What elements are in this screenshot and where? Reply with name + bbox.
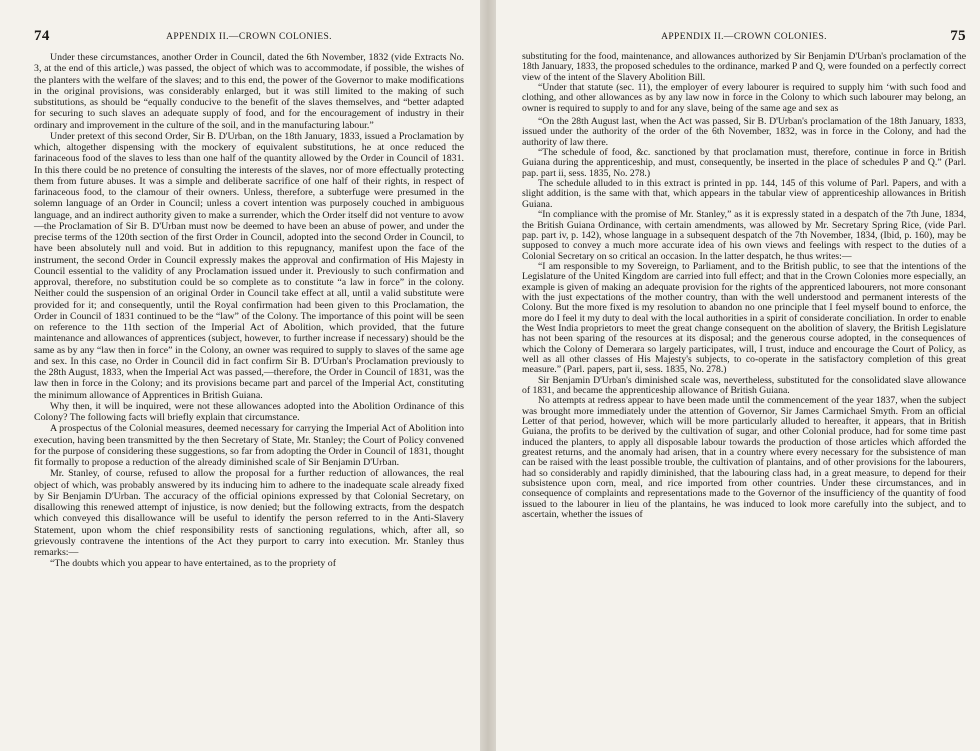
paragraph: Under these circumstances, another Order in Council, dated the 6th November, 1832 (vide Extracts No. 3, at the end of this article,) was passed, the object of which was to accommodate, if possible, the wishes of the planters with the welfare of the slaves; and to this end, the power of the Governor to make modifications in the original provisions, was considerably enlarged, but it was still limited to the making of such substitutions, as should be “equally conducive to the benefit of the slaves themselves, and “better adapted for securing to such slaves an adequate supply of food, and for the encouragement of industry in their ordinary and improvement in the culture of the soil, and in the manufacturing labour.”: [34, 52, 464, 131]
paragraph: “I am responsible to my Sovereign, to Parliament, and to the British public, to see that the intentions of the Legislature of the United Kingdom are carried into full effect; and that in the Crown Colonies more especially, an example is given of making an adequate provision for the rights of the apprenticed labourers, not more consonant with the just expectations of the mother country, than with the well understood and permanent interests of the Colony. But the more fixed is my resolution to abandon no one principle that I feel myself bound to enforce, the more do I feel it my duty to deal with the local authorities in a spirit of considerate conciliation. In order to enable the West India proprietors to meet the great change consequent on the abolition of slavery, the British Legislature has not been sparing of the resources at its disposal; and the generous course adopted, in the consequences of which the Colony of Demerara so largely participates, will, I trust, induce and encourage the Court of Policy, as well as all other classes of His Majesty's subjects, to co-operate in the satisfactory completion of this great measure.” (Parl. papers, part ii, sess. 1835, No. 278.): [522, 260, 966, 376]
paragraph: The schedule alluded to in this extract is printed in pp. 144, 145 of this volume of Parl. Papers, and with a slight addition, is the same with that, which appears in the tabular view of apprenticeship allowances in British Guiana.: [522, 178, 966, 210]
paragraph: No attempts at redress appear to have been made until the commencement of the year 1837, when the subject was brought more immediately under the attention of Governor, Sir James Carmichael Smyth. From an official Letter of that period, however, which will be more particularly alluded to hereafter, it appears, that in British Guiana, the profits to be derived by the cultivation of sugar, and other Colonial produce, had for some time past induced the planters, to apply all disposable labour towards the production of those articles which afforded the greatest returns, and the anomaly had arisen, that in a country where every necessary for the subsistence of man can be raised with the least possible trouble, the cultivation of plantains, and of other provisions for the labourers, had so considerably and rapidly diminished, that the labouring class had, in a great measure, to depend for their subsistence upon corn, meal, and rice imported from other countries. Under these circumstances, and in consequence of complaints and representations made to the Governor of the insufficiency of the quantity of food issued to the labourer in lieu of the plantains, he was induced to look more carefully into the subject, and to ascertain, whether the issues of: [522, 395, 966, 521]
paragraph: Mr. Stanley, of course, refused to allow the proposal for a further reduction of allowances, the real object of which, was probably answered by its inducing him to adhere to the inadequate scale already fixed by Sir Benjamin D'Urban. The accuracy of the official opinions expressed by that Colonial Secretary, on disallowing this renewed attempt of injustice, is now denied; but the following extracts, from the despatch which conveyed this disallowance will be useful to identify the person referred to in the Anti-Slavery Statement, upon whom the chief responsibility rests of sanctioning regulations, which, after all, so grievously contravene the intentions of the Act they purport to carry into execution. Mr. Stanley thus remarks:—: [34, 468, 464, 558]
right-page-number: 75: [950, 28, 966, 44]
left-page-header: [34, 30, 464, 52]
left-page-body: [34, 52, 464, 570]
right-page: [496, 0, 980, 751]
paragraph: “In compliance with the promise of Mr. Stanley,” as it is expressly stated in a despatch of the 7th June, 1834, the British Guiana Ordinance, with certain amendments, was allowed by Mr. Secretary Spring Rice, (vide Parl. pap. part iv, p. 142), whose language in a subsequent despatch of the 7th November, 1834, (Ibid, p. 160), may be supposed to convey a much more accurate idea of his own views and feelings with respect to the duties of a Colonial Secretary on so critical an occasion. In the latter despatch, he thus writes:—: [522, 209, 966, 262]
paragraph: A prospectus of the Colonial measures, deemed necessary for carrying the Imperial Act of Abolition into execution, having been transmitted by the then Secretary of State, Mr. Stanley; the Court of Policy convened for the purpose of considering these suggestions, so far from adopting the Order in Council of 1831, thought fit formally to propose a reduction of the already diminished scale of Sir Benjamin D'Urban.: [34, 423, 464, 468]
paragraph: Sir Benjamin D'Urban's diminished scale was, nevertheless, substituted for the consolidated slave allowance of 1831, and became the apprenticeship allowance of British Guiana.: [522, 374, 966, 396]
right-page-header: [522, 30, 966, 52]
paragraph: substituting for the food, maintenance, and allowances authorized by Sir Benjamin D'Urban's proclamation of the 18th January, 1833, the proposed schedules to the ordinance, marked P and Q, were founded on a perfectly correct view of the intent of the Slavery Abolition Bill.: [522, 51, 966, 83]
paragraph: Why then, it will be inquired, were not these allowances adopted into the Abolition Ordinance of this Colony? The following facts will briefly explain that circumstance.: [34, 400, 464, 423]
right-page-body: [522, 52, 966, 520]
left-running-head: APPENDIX II.—CROWN COLONIES.: [166, 32, 332, 42]
left-page-number: 74: [34, 28, 50, 44]
paragraph: “On the 28th August last, when the Act was passed, Sir B. D'Urban's proclamation of the 18th January, 1833, issued under the authority of the order of the 6th November, 1832, was in force in the Colony, and had the authority of law there.: [522, 116, 966, 148]
paragraph: “The schedule of food, &c. sanctioned by that proclamation must, therefore, continue in force in British Guiana during the apprenticeship, and must, consequently, be inserted in the place of schedules P and Q.” (Parl. pap. part ii, sess. 1835, No. 278.): [522, 147, 966, 179]
paragraph: “Under that statute (sec. 11), the employer of every labourer is required to supply him ‘with such food and clothing, and other allowances as by any law now in force in the Colony to which such labourer may belong, an owner is required to supply to and for any slave, being of the same age and sex as: [522, 82, 966, 114]
left-page: [0, 0, 480, 751]
book-gutter: [480, 0, 496, 751]
right-running-head: APPENDIX II.—CROWN COLONIES.: [661, 32, 827, 42]
paragraph: Under pretext of this second Order, Sir B. D'Urban, on the 18th January, 1833, issued a Proclamation by which, altogether dispensing with the mockery of equivalent substitutions, he at once reduced the farinaceous food of the slaves to less than one half of the quantity allowed by the Order in Council of 1831. In this there could be no pretence of consulting the interests of the slaves, nor of more effectually protecting them from future abuses. It was a simple and deliberate sacrifice of one half of their rights, in respect of farinaceous food, to the clamour of their owners. Unless, therefore, a subterfuge were presumed in the solemn language of an Order in Council; unless a covert intention was purposely couched in ambiguous language, and an indirect authority given to make a surrender, which the Order itself did not venture to avow—the Proclamation of Sir B. D'Urban must now be deemed to have been an abuse of power, and under the precise terms of the 120th section of the first Order in Council, adopted into the second Order in Council, to have been absolutely null and void. But in addition to this repugnancy, manifest upon the face of the instrument, the second Order in Council expressly makes the approval and confirmation of His Majesty in Council essential to the validity of any Proclamation issued under it. Previously to such confirmation and approval, therefore, no substitution could be so complete as to constitute “a law in force” in the colony. Neither could the suspension of an original Order in Council take effect at all, until a valid substitute were provided for it; and consequently, until the Royal confirmation had been given to this Proclamation, the Order in Council of 1831 continued to be the “law” of the Colony. The importance of this point will be seen on reference to the 11th section of the Imperial Act of Abolition, which provided, that the future maintenance and allowances of apprentices (subject, however, to further increase if necessary) should be the same as by any “law then in force” in the Colony, an owner was required to supply to slaves of the same age and sex. In this case, no Order in Council did in fact confirm Sir B. D'Urban's Proclamation previously to the 28th August, 1833, when the Imperial Act was passed,—therefore, the Order in Council of 1831, was the law then in force in the Colony; and its provisions became part and parcel of the Imperial Act, constituting the minimum allowance of Apprentices in British Guiana.: [34, 130, 464, 401]
paragraph: “The doubts which you appear to have entertained, as to the propriety of: [50, 558, 337, 570]
